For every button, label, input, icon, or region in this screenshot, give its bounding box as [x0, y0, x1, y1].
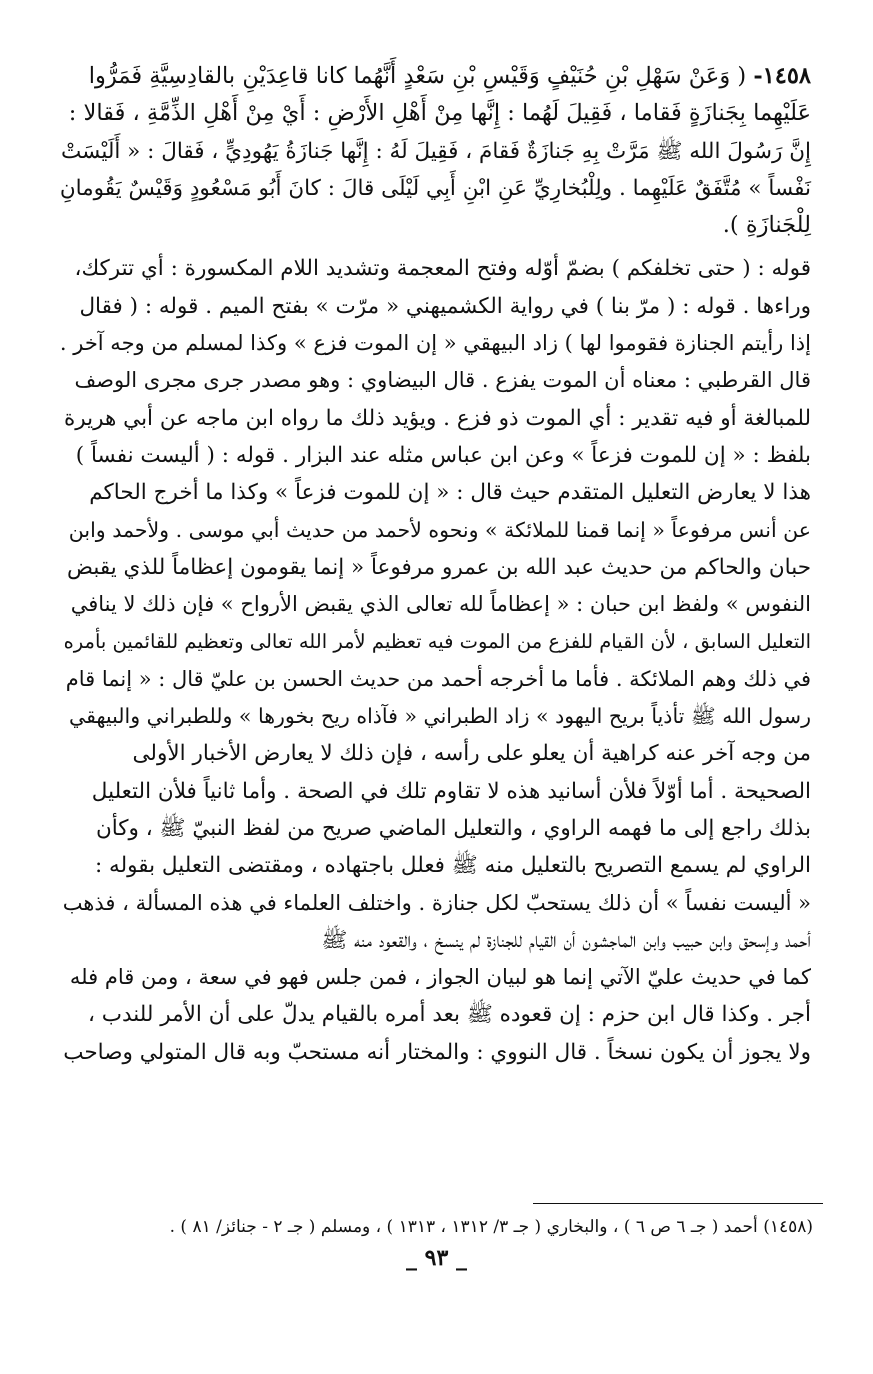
- commentary-line: في ذلك وهم الملائكة . فأما ما أخرجه أحمد من حديث الحسن بن عليّ قال : « إنما قام: [65, 666, 811, 691]
- footnote-divider: [533, 1203, 823, 1204]
- footnote: [60, 1212, 813, 1242]
- commentary-line: قال القرطبي : معناه أن الموت يفزع . قال البيضاوي : وهو مصدر جرى مجرى الوصف: [74, 368, 811, 393]
- commentary-text: [60, 250, 811, 1071]
- hadith-line: نَفْساً » مُتَّفَقٌ عَلَيْهِما . ولِلْبُخارِيِّ عَنِ ابْنِ أَبِي لَيْلَى قالَ : كانَ أَبُو مَسْعُودٍ وَقَيْسٌ يَقُومانِ: [59, 175, 811, 201]
- commentary-line: ولا يجوز أن يكون نسخاً . قال النووي : والمختار أنه مستحبّ وبه قال المتولي وصاحب: [63, 1039, 811, 1065]
- hadith-line: لِلْجَنازَةِ ).: [722, 212, 811, 239]
- hadith-line: ١٤٥٨- ( وَعَنْ سَهْلِ بْنِ حُنَيْفٍ وَقَيْسِ بْنِ سَعْدٍ أَنَّهُما كانا قاعِدَيْنِ بالقادِسِيَّةِ فَمَرُّوا: [88, 63, 811, 89]
- commentary-line: بلفظ : « إن للموت فزعاً » وعن ابن عباس مثله عند البزار . قوله : ( أليست نفساً ): [75, 442, 811, 468]
- commentary-line: للمبالغة أو فيه تقدير : أي الموت ذو فزع . ويؤيد ذلك ما رواه ابن ماجه عن أبي هريرة: [64, 405, 811, 431]
- hadith-line: إِنَّ رَسُولَ الله ﷺ مَرَّتْ بِهِ جَنازَةٌ فَقامَ ، فَقِيلَ لَهُ : إِنَّها جَنازَةُ يَهُودِيٍّ ، فَقالَ : « أَلَيْسَتْ: [61, 138, 811, 164]
- hadith-number: ١٤٥٨-: [753, 63, 811, 89]
- commentary-line: وراءها . قوله : ( مرّ بنا ) في رواية الكشميهني « مرّت » بفتح الميم . قوله : ( فقال: [79, 293, 811, 319]
- commentary-line: من وجه آخر عنه كراهية أن يعلو على رأسه ، فإن ذلك لا يعارض الأخبار الأولى: [132, 741, 811, 767]
- commentary-line: عن أنس مرفوعاً « إنما قمنا للملائكة » ونحوه لأحمد من حديث أبي موسى . ولأحمد وابن: [68, 517, 811, 542]
- footnote-text: (١٤٥٨) أحمد ( جـ ٦ ص ٦ ) ، والبخاري ( جـ ٣/ ١٣١٢ ، ١٣١٣ ) ، ومسلم ( جـ ٢ - جنائز/ ٨١ ) .: [169, 1217, 813, 1237]
- commentary-line: كما في حديث عليّ الآتي إنما هو لبيان الجواز ، فمن جلس فهو في سعة ، ومن قام فله: [69, 965, 811, 990]
- commentary-line: إذا رأيتم الجنازة فقوموا لها ) زاد البيهقي « إن الموت فزع » وكذا لمسلم من وجه آخر .: [59, 331, 811, 356]
- page-number-text: _ ٩٣ _: [406, 1245, 467, 1271]
- commentary-line: رسول الله ﷺ تأذياً بريح اليهود » زاد الطبراني « فآذاه ريح بخورها » وللطبراني والبيهقي: [69, 704, 811, 729]
- commentary-line: هذا لا يعارض التعليل المتقدم حيث قال : « إن للموت فزعاً » وكذا ما أخرج الحاكم: [89, 480, 811, 506]
- commentary-line: حبان والحاكم من حديث عبد الله بن عمرو مرفوعاً « إنما يقومون إعظاماً للذي يقبض: [67, 554, 811, 580]
- commentary-line: قوله : ( حتى تخلفكم ) بضمّ أوّله وفتح المعجمة وتشديد اللام المكسورة : أي تتركك،: [74, 256, 811, 282]
- commentary-line: النفوس » ولفظ ابن حبان : « إعظاماً لله تعالى الذي يقبض الأرواح » فإن ذلك لا ينافي: [70, 592, 811, 617]
- page-number: [0, 1245, 873, 1271]
- commentary-line: بذلك راجع إلى ما فهمه الراوي ، والتعليل الماضي صريح من لفظ النبيّ ﷺ ، وكأن: [95, 815, 811, 841]
- commentary-line: الراوي لم يسمع التصريح بالتعليل منه ﷺ فعلل باجتهاده ، ومقتضى التعليل بقوله :: [94, 853, 811, 879]
- commentary-line: « أليست نفساً » أن ذلك يستحبّ لكل جنازة . واختلف العلماء في هذه المسألة ، فذهب: [62, 890, 811, 915]
- commentary-line: الصحيحة . أما أوّلاً فلأن أسانيد هذه لا تقاوم تلك في الصحة . وأما ثانياً فلأن التعليل: [91, 778, 811, 804]
- commentary-line: التعليل السابق ، لأن القيام للفزع من الموت فيه تعظيم لأمر الله تعالى وتعظيم للقائمين بأمره: [63, 630, 811, 654]
- commentary-line: أحمد وإسحق وابن حبيب وابن الماجشون أن القيام للجنازة لم ينسخ ، والقعود منه ﷺ: [321, 927, 811, 953]
- hadith-text: [60, 58, 811, 244]
- commentary-line: أجر . وكذا قال ابن حزم : إن قعوده ﷺ بعد أمره بالقيام يدلّ على أن الأمر للندب ،: [88, 1002, 811, 1028]
- hadith-line: عَلَيْهِما بِجَنازَةٍ فَقاما ، فَقِيلَ لَهُما : إِنَّها مِنْ أَهْلِ الأَرْضِ : أَيْ مِنْ أَهْلِ الذِّمَّةِ ، فَقالا :: [68, 100, 811, 127]
